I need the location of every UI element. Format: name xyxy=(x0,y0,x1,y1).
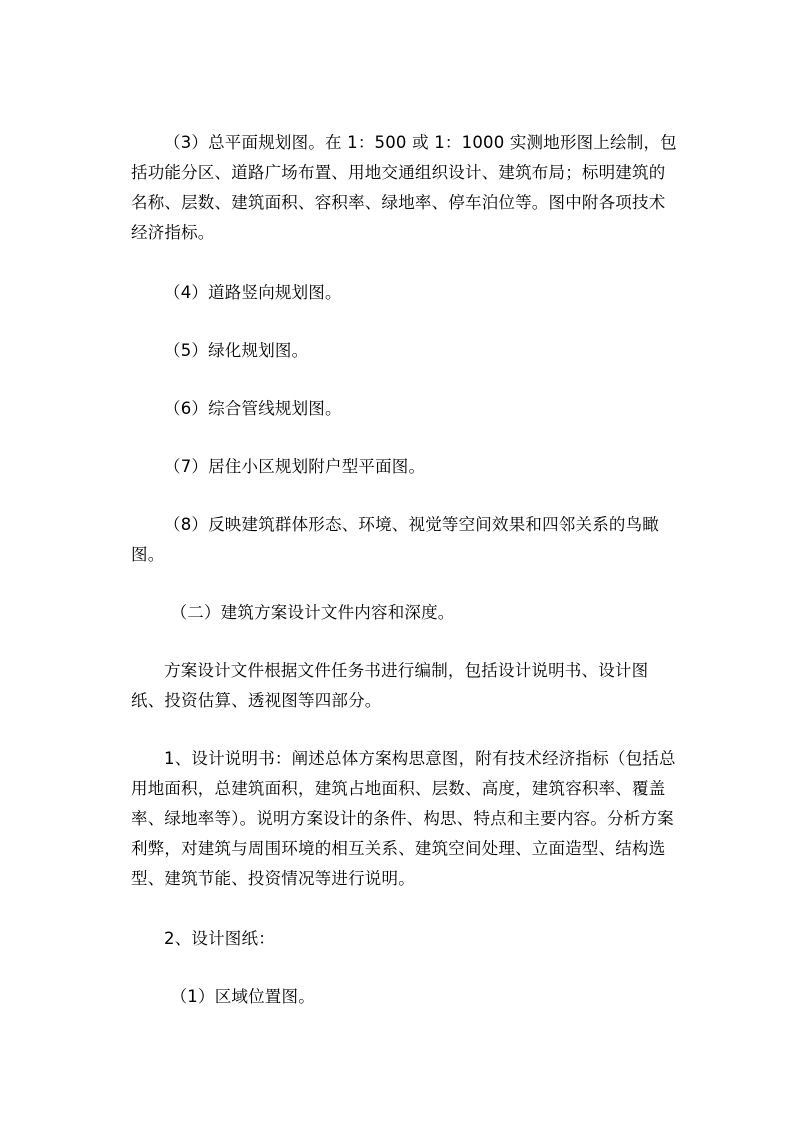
paragraph-road-vertical-plan: （4）道路竖向规划图。 xyxy=(164,283,342,302)
paragraph-aerial-view: （8）反映建筑群体形态、环境、视觉等空间效果和四邻关系的鸟瞰图。 xyxy=(131,515,659,564)
paragraph-unit-floor-plan: （7）居住小区规划附户型平面图。 xyxy=(164,457,426,476)
section-heading-architecture-scheme: （二）建筑方案设计文件内容和深度。 xyxy=(170,603,455,622)
paragraph-pipeline-plan: （6）综合管线规划图。 xyxy=(164,399,342,418)
paragraph-design-specification: 1、设计说明书：阐述总体方案构思意图，附有技术经济指标（包括总用地面积，总建筑面积，建筑占地面积、层数、高度，建筑容积率、覆盖率、绿地率等）。说明方案设计的条件、构思、特点和主要内容。分析方案利弊，对建筑与周围环境的相互关系、建筑空间处理、立面造型、结构选型、建筑节能、投资情况等进行说明。 xyxy=(131,749,676,888)
paragraph-site-plan: （3）总平面规划图。在 1：500 或 1：1000 实测地形图上绘制，包括功能分区、道路广场布置、用地交通组织设计、建筑布局；标明建筑的名称、层数、建筑面积、容积率、绿地率、停车泊位等。图中附各项技术经济指标。 xyxy=(131,133,677,242)
paragraph-location-map: （1）区域位置图。 xyxy=(170,987,315,1006)
paragraph-design-drawings: 2、设计图纸： xyxy=(164,929,275,948)
paragraph-scheme-files: 方案设计文件根据文件任务书进行编制，包括设计说明书、设计图纸、投资估算、透视图等四部分。 xyxy=(131,661,649,710)
paragraph-greening-plan: （5）绿化规划图。 xyxy=(164,341,309,360)
